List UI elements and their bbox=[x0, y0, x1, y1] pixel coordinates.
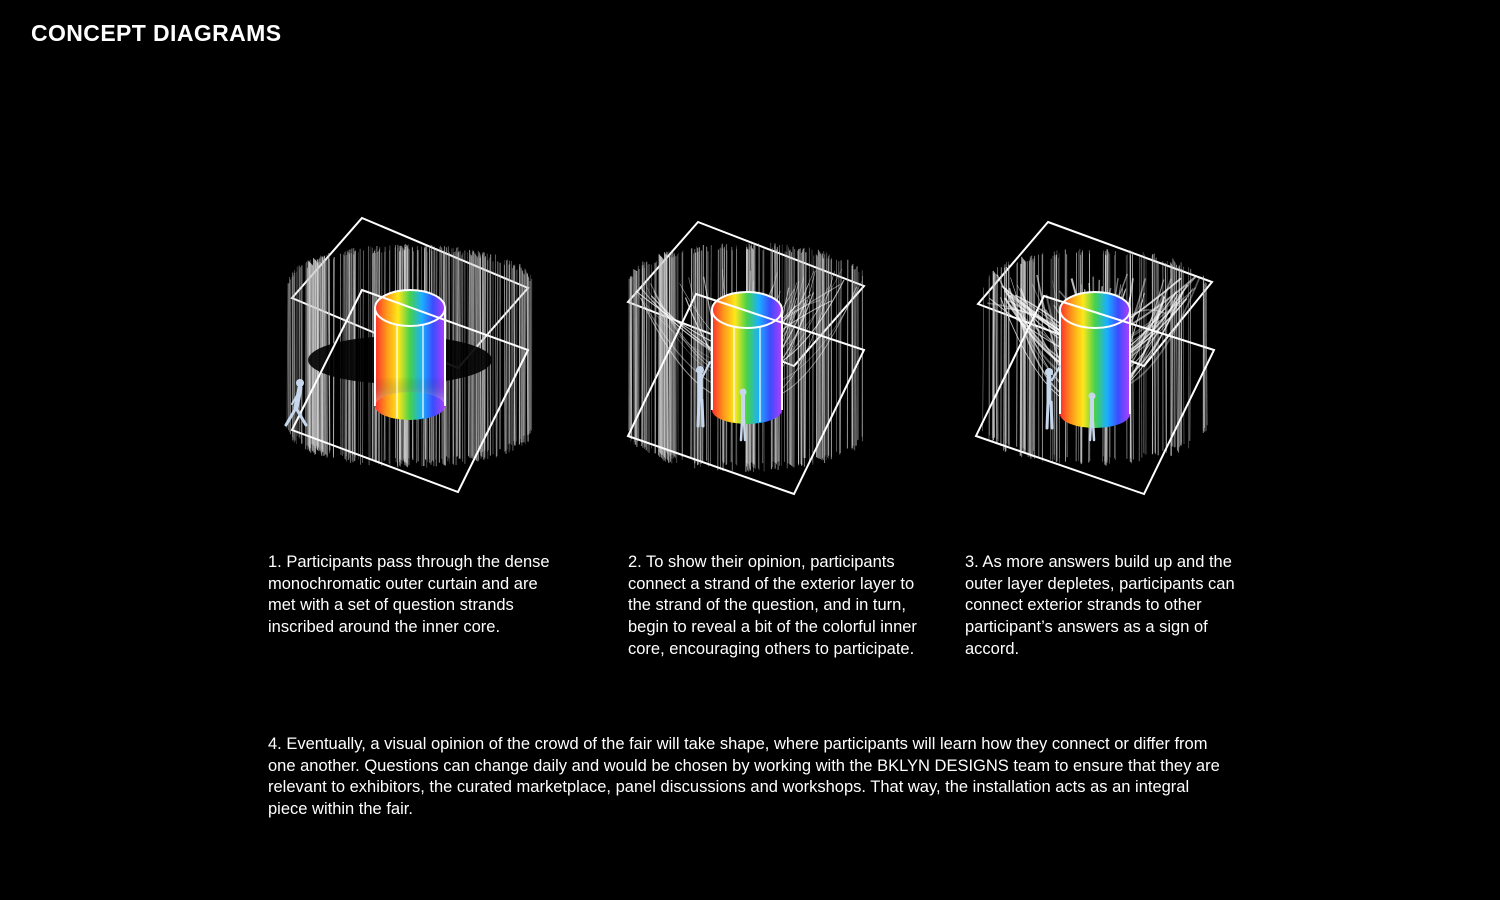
concept-diagram-1 bbox=[256, 210, 556, 510]
summary-paragraph: 4. Eventually, a visual opinion of the crowd of the fair will take shape, where participants will learn how they connect or differ from one another. Questions can change daily and would be chosen by working with the BKLYN DESIGNS team to ensure that they are relevant to exhibitors, the curated marketplace, panel discussions and workshops. That way, the installation acts as an integral piece within the fair. bbox=[268, 735, 1220, 819]
caption-step-1: 1. Participants pass through the dense monochromatic outer curtain and are met with a set of question strands inscribed around the inner core. bbox=[268, 553, 550, 637]
rainbow-core bbox=[375, 290, 445, 420]
caption-step-2: 2. To show their opinion, participants connect a strand of the exterior layer to the strand of the question, and in turn, begin to reveal a bit of the colorful inner core, encouraging others to participate. bbox=[628, 553, 917, 658]
diagram-3-drawing bbox=[958, 210, 1258, 510]
caption-step-3: 3. As more answers build up and the outer layer depletes, participants can connect exterior strands to other participant’s answers as a sign of accord. bbox=[965, 553, 1235, 658]
person-icon bbox=[286, 379, 306, 425]
concept-diagram-3 bbox=[958, 210, 1258, 510]
diagram-2-drawing bbox=[612, 210, 912, 510]
diagram-1-drawing bbox=[256, 210, 556, 510]
person-icon bbox=[1045, 366, 1060, 428]
concept-diagram-2 bbox=[612, 210, 912, 510]
page-title: CONCEPT DIAGRAMS bbox=[31, 20, 282, 46]
